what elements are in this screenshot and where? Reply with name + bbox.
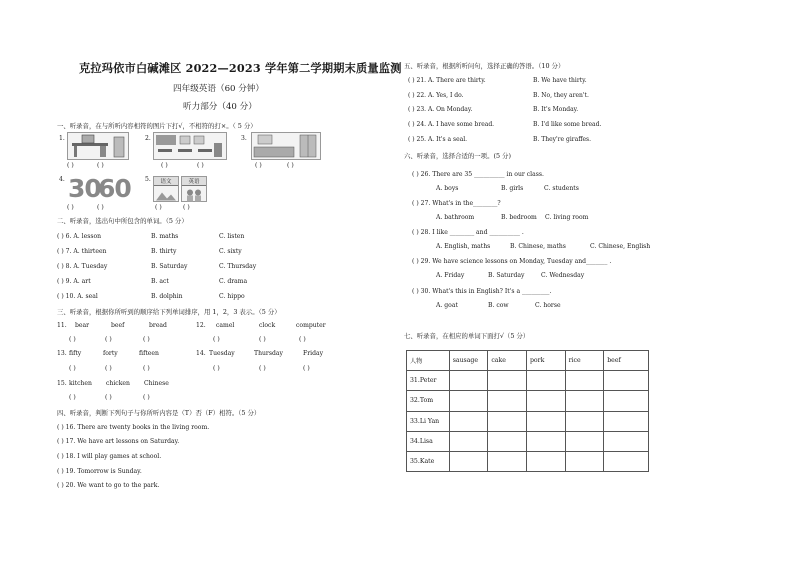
sec2-q9-b: B. act (151, 278, 169, 285)
sec3-word-11b: beef (111, 322, 125, 329)
sec3-word-11c: bread (149, 322, 167, 329)
sec6-q26-b: B. girls (501, 185, 524, 192)
sec1-num-4: 4. (59, 176, 65, 183)
classroom-image (153, 132, 227, 160)
table-header-cell: sausage (449, 351, 488, 371)
sec3-paren-14b: ( ) (259, 365, 266, 372)
sec2-q6: ( ) 6. A. lesson (57, 233, 102, 240)
sec2-q9-c: C. drama (219, 278, 248, 285)
sec1-paren-2b: ( ) (197, 162, 204, 169)
sec3-word-12a: camel (216, 322, 235, 329)
sec6-q30-a: A. goat (436, 302, 458, 309)
table-cell[interactable] (565, 411, 604, 431)
sec6-q26-a: A. boys (436, 185, 459, 192)
sec2-q8: ( ) 8. A. Tuesday (57, 263, 108, 270)
sec3-paren-11b: ( ) (105, 336, 112, 343)
desk-computer-image (67, 132, 129, 160)
sec5-q24: ( ) 24. A. I have some bread. (408, 121, 495, 128)
sec3-paren-11a: ( ) (69, 336, 76, 343)
sec1-num-1: 1. (59, 135, 65, 142)
table-row-label: 32.Tom (407, 391, 450, 411)
sec3-word-14b: Thursday (254, 350, 283, 357)
sec1-heading: 一、听录音，在与所听内容相符的图片下打√，不相符的打×。（ 5 分） (57, 122, 257, 130)
sec3-paren-15a: ( ) (69, 394, 76, 401)
table-cell[interactable] (449, 411, 488, 431)
sec3-word-12c: computer (296, 322, 326, 329)
sec3-label-14: 14. (196, 350, 206, 357)
table-cell[interactable] (449, 451, 488, 471)
sec2-q10-b: B. dolphin (151, 293, 183, 300)
classroom-icon (154, 133, 226, 159)
table-cell[interactable] (449, 391, 488, 411)
sec6-q29: ( ) 29. We have science lessons on Monday, Tuesday and_______ . (412, 258, 612, 265)
sec3-label-13: 13. (57, 350, 67, 357)
table-row (407, 451, 649, 471)
sec5-q23: ( ) 23. A. On Monday. (408, 106, 473, 113)
table-row (407, 391, 649, 411)
table-row-label: 33.Li Yan (407, 411, 450, 431)
sec1-paren-4a: ( ) (67, 204, 74, 211)
sec2-q6-c: C. listen (219, 233, 245, 240)
sec1-paren-3b: ( ) (287, 162, 294, 169)
sec5-q25-b: B. They're giraffes. (533, 136, 592, 143)
sec2-q7-c: C. sixty (219, 248, 242, 255)
sec3-paren-12b: ( ) (259, 336, 266, 343)
sec3-paren-13a: ( ) (69, 365, 76, 372)
table-cell[interactable] (565, 391, 604, 411)
sec6-q26-c: C. students (544, 185, 579, 192)
sec1-paren-5a: ( ) (155, 204, 162, 211)
table-cell[interactable] (526, 371, 565, 391)
sec1-num-3: 3. (241, 135, 247, 142)
page-title: 克拉玛依市白碱滩区 2022—2023 学年第二学期期末质量监测 (79, 61, 402, 75)
sec2-heading: 二、听录音，选出句中所包含的单词。（5 分） (57, 217, 188, 225)
table-row (407, 371, 649, 391)
table-cell[interactable] (565, 371, 604, 391)
table-cell[interactable] (565, 431, 604, 451)
sec3-paren-15c: ( ) (143, 394, 150, 401)
sec3-word-15c: Chinese (144, 380, 169, 387)
table-cell[interactable] (449, 431, 488, 451)
book-landscape-icon (154, 186, 178, 203)
table-header-cell: cake (488, 351, 527, 371)
sec6-q29-a: A. Friday (436, 272, 465, 279)
sec4-q17: ( ) 17. We have art lessons on Saturday. (57, 438, 180, 445)
sec5-q22: ( ) 22. A. Yes, I do. (408, 92, 464, 99)
table-header-cell: pork (526, 351, 565, 371)
table-cell[interactable] (488, 431, 527, 451)
sec6-q27-c: C. living room (545, 214, 589, 221)
sec2-q6-b: B. maths (151, 233, 179, 240)
sec2-q9: ( ) 9. A. art (57, 278, 91, 285)
sec1-paren-5b: ( ) (183, 204, 190, 211)
sec5-q23-b: B. It's Monday. (533, 106, 579, 113)
table-cell[interactable] (449, 371, 488, 391)
sec6-q28-c: C. Chinese, English (590, 243, 651, 250)
sec3-label-11: 11. (57, 322, 67, 329)
sec3-word-14a: Tuesday (209, 350, 235, 357)
sec2-q7: ( ) 7. A. thirteen (57, 248, 107, 255)
sec6-q30-b: B. cow (488, 302, 509, 309)
table-header-cell: beef (604, 351, 649, 371)
sec4-q16: ( ) 16. There are twenty books in the living room. (57, 424, 210, 431)
table-cell[interactable] (604, 451, 649, 471)
table-row (407, 411, 649, 431)
sec3-word-13a: fifty (69, 350, 82, 357)
sec5-q22-b: B. No, they aren't. (533, 92, 589, 99)
sec3-paren-11c: ( ) (143, 336, 150, 343)
sec1-paren-1a: ( ) (67, 162, 74, 169)
table-cell[interactable] (526, 431, 565, 451)
table-cell[interactable] (604, 371, 649, 391)
table-cell[interactable] (604, 431, 649, 451)
sec6-q27: ( ) 27. What's in the________? (412, 200, 501, 207)
kitchen-icon (252, 133, 320, 159)
table-header-row (407, 351, 649, 371)
table-cell[interactable] (526, 391, 565, 411)
big-number-30: 30 (68, 174, 101, 203)
sec6-q27-a: A. bathroom (436, 214, 475, 221)
big-number-60: 60 (98, 174, 131, 203)
sec6-q29-b: B. Saturday (488, 272, 525, 279)
section-part: 听力部分（40 分） (183, 102, 257, 112)
sec3-paren-12a: ( ) (213, 336, 220, 343)
chinese-book-label: 语文 (154, 177, 178, 186)
sec3-label-12: 12. (196, 322, 206, 329)
table-row (407, 431, 649, 451)
sec3-word-13c: fifteen (139, 350, 159, 357)
sec3-label-15: 15. (57, 380, 67, 387)
table-row-label: 31.Peter (407, 371, 450, 391)
table-cell[interactable] (488, 451, 527, 471)
table-cell[interactable] (488, 411, 527, 431)
sec3-paren-15b: ( ) (105, 394, 112, 401)
sec5-heading: 五、听录音，根据所听问句，选择正确的答语。（10 分） (404, 62, 565, 70)
sec1-paren-3a: ( ) (255, 162, 262, 169)
table-cell[interactable] (488, 371, 527, 391)
sec2-q10-c: C. hippo (219, 293, 245, 300)
table-cell[interactable] (604, 411, 649, 431)
sec3-word-11a: bear (75, 322, 90, 329)
sec5-q21-b: B. We have thirty. (533, 77, 587, 84)
sec7-heading: 七、听录音，在相应的单词下面打√（5 分） (404, 332, 530, 340)
sec3-word-12b: clock (259, 322, 276, 329)
sec4-q18: ( ) 18. I will play games at school. (57, 453, 162, 460)
table-cell[interactable] (488, 391, 527, 411)
english-book-label: 英语 (182, 177, 206, 186)
sec3-word-15b: chicken (106, 380, 130, 387)
sec3-word-15a: kitchen (69, 380, 92, 387)
desk-computer-icon (68, 133, 128, 159)
english-book-image (181, 176, 207, 202)
sec3-paren-14a: ( ) (213, 365, 220, 372)
table-cell[interactable] (565, 451, 604, 471)
sec5-q21: ( ) 21. A. There are thirty. (408, 77, 486, 84)
sec3-word-14c: Friday (303, 350, 324, 357)
table-cell[interactable] (604, 391, 649, 411)
sec2-q8-c: C. Thursday (219, 263, 257, 270)
table-cell[interactable] (526, 411, 565, 431)
table-cell[interactable] (526, 451, 565, 471)
page-subtitle: 四年级英语（60 分钟） (173, 84, 265, 94)
sec4-heading: 四、听录音，判断下列句子与你所听内容是（T）否（F）相符。（5 分） (57, 409, 261, 417)
table-row-label: 35.Kate (407, 451, 450, 471)
sec4-q20: ( ) 20. We want to go to the park. (57, 482, 160, 489)
sec5-q25: ( ) 25. A. It's a seal. (408, 136, 468, 143)
sec3-paren-14c: ( ) (303, 365, 310, 372)
table-header-cell: rice (565, 351, 604, 371)
sec3-word-13b: forty (103, 350, 118, 357)
sec1-paren-1b: ( ) (97, 162, 104, 169)
sec2-q7-b: B. thirty (151, 248, 177, 255)
sec6-q28: ( ) 28. I like ________ and __________ . (412, 229, 524, 236)
sec2-q8-b: B. Saturday (151, 263, 188, 270)
sec1-paren-4b: ( ) (97, 204, 104, 211)
sec3-paren-13b: ( ) (105, 365, 112, 372)
sec5-q24-b: B. I'd like some bread. (533, 121, 602, 128)
sec3-paren-13c: ( ) (143, 365, 150, 372)
sec6-heading: 六、听录音，选择合适的一项。(5 分) (404, 152, 511, 160)
sec6-q30-c: C. horse (535, 302, 561, 309)
sec3-paren-12c: ( ) (299, 336, 306, 343)
sec6-q28-b: B. Chinese, maths (510, 243, 566, 250)
sec1-num-5: 5. (145, 176, 151, 183)
kitchen-image (251, 132, 321, 160)
sec6-q29-c: C. Wednesday (541, 272, 585, 279)
answer-table (406, 350, 649, 472)
chinese-book-image (153, 176, 179, 202)
sec4-q19: ( ) 19. Tomorrow is Sunday. (57, 468, 142, 475)
sec1-paren-2a: ( ) (161, 162, 168, 169)
sec1-num-2: 2. (145, 135, 151, 142)
sec2-q10: ( ) 10. A. seal (57, 293, 98, 300)
sec6-q27-b: B. bedroom (501, 214, 537, 221)
table-header-cell: 人物 (407, 351, 450, 371)
table-row-label: 34.Lisa (407, 431, 450, 451)
sec3-heading: 三、听录音，根据你所听到的顺序给下列单词排序，用 1，2，3 表示。（5 分） (57, 308, 281, 316)
sec6-q28-a: A. English, maths (436, 243, 491, 250)
book-figures-icon (182, 186, 206, 203)
sec6-q26: ( ) 26. There are 35 __________ in our class. (412, 171, 544, 178)
sec6-q30: ( ) 30. What's this in English? It's a _________. (412, 288, 552, 295)
